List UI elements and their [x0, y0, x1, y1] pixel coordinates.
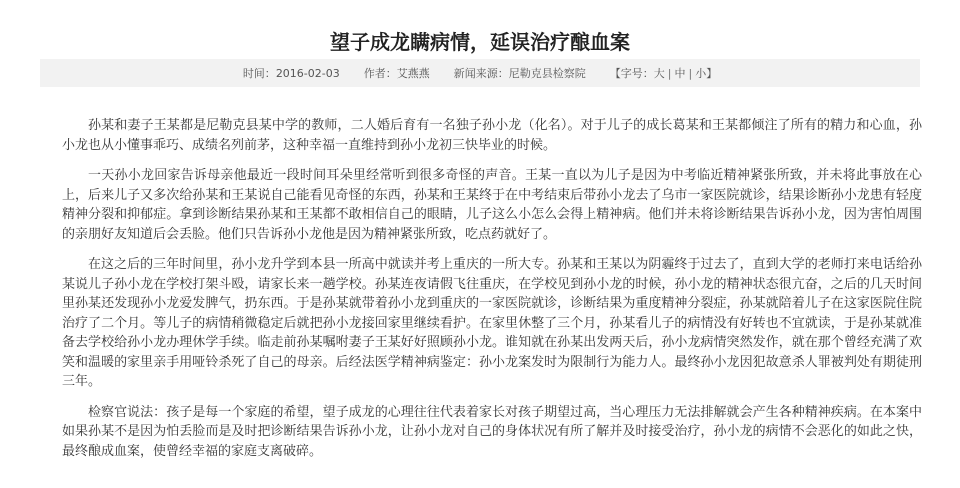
font-size-medium-link[interactable]: 中	[674, 67, 686, 80]
news-source-label: 新闻来源：	[453, 67, 509, 80]
news-source	[454, 65, 586, 81]
font-size-switcher	[610, 65, 717, 81]
publish-time	[243, 65, 340, 81]
font-size-close: 】	[706, 67, 718, 80]
author-value: 艾燕燕	[396, 67, 430, 80]
article-meta-bar	[40, 59, 920, 87]
font-size-separator: |	[667, 67, 672, 80]
news-source-value: 尼勒克县检察院	[508, 67, 586, 80]
article-paragraph: 一天孙小龙回家告诉母亲他最近一段时间耳朵里经常听到很多奇怪的声音。王某一直以为儿子是因为中考临近精神紧张所致，并未将此事放在心上，后来儿子又多次给孙某和王某说自己能看见奇怪的东西，孙某和王某终于在中考结束后带孙小龙去了乌市一家医院就诊，结果诊断孙小龙患有轻度精神分裂和抑郁症。拿到诊断结果孙某和王某都不敢相信自己的眼睛，儿子这么小怎么会得上精神病。他们并未将诊断结果告诉孙小龙，因为害怕周围的亲朋好友知道后会丢脸。他们只告诉孙小龙他是因为精神紧张所致，吃点药就好了。	[62, 168, 922, 242]
author	[364, 65, 430, 81]
article-paragraph: 检察官说法：孩子是每一个家庭的希望，望子成龙的心理往往代表着家长对孩子期望过高，当心理压力无法排解就会产生各种精神疾病。在本案中如果孙某不是因为怕丢脸而是及时把诊断结果告诉孙小龙，让孙小龙对自己的身体状况有所了解并及时接受治疗，孙小龙的病情不会恶化的如此之快，最终酿成血案，使曾经幸福的家庭支离破碎。	[62, 404, 922, 459]
author-label: 作者：	[363, 67, 397, 80]
font-size-label: 【字号：	[609, 67, 654, 80]
article-paragraph: 孙某和妻子王某都是尼勒克县某中学的教师，二人婚后育有一名独子孙小龙（化名）。对于儿子的成长葛某和王某都倾注了所有的精力和心血，孙小龙也从小懂事乖巧、成绩名列前茅，这种幸福一直维持到孙小龙初三快毕业的时候。	[62, 118, 922, 153]
font-size-large-link[interactable]: 大	[653, 67, 665, 80]
article-paragraph: 在这之后的三年时间里，孙小龙升学到本县一所高中就读并考上重庆的一所大专。孙某和王某以为阴霾终于过去了，直到大学的老师打来电话给孙某说儿子孙小龙在学校打架斗殴，请家长来一趟学校。孙某连夜请假飞往重庆，在学校见到孙小龙的时候，孙小龙的精神状态很亢奋，之后的几天时间里孙某还发现孙小龙爱发脾气，扔东西。于是孙某就带着孙小龙到重庆的一家医院就诊，诊断结果为重度精神分裂症，孙某就陪着儿子在这家医院住院治疗了二个月。等儿子的病情稍微稳定后就把孙小龙接回家里继续看护。在家里休整了三个月，孙某看儿子的病情没有好转也不宜就读，于是孙某就准备去学校给孙小龙办理休学手续。临走前孙某嘱咐妻子王某好好照顾孙小龙。谁知就在孙某出发两天后，孙小龙病情突然发作，就在那个曾经充满了欢笑和温暖的家里亲手用哑铃杀死了自己的母亲。后经法医学精神病鉴定：孙小龙案发时为限制行为能力人。最终孙小龙因犯故意杀人罪被判处有期徒刑三年。	[62, 257, 922, 389]
publish-time-label: 时间：	[242, 67, 276, 80]
article-body	[62, 116, 922, 472]
font-size-small-link[interactable]: 小	[695, 67, 707, 80]
publish-time-value: 2016-02-03	[275, 67, 340, 80]
font-size-separator: |	[688, 67, 693, 80]
article-title: 望子成龙瞒病情，延误治疗酿血案	[330, 30, 630, 55]
